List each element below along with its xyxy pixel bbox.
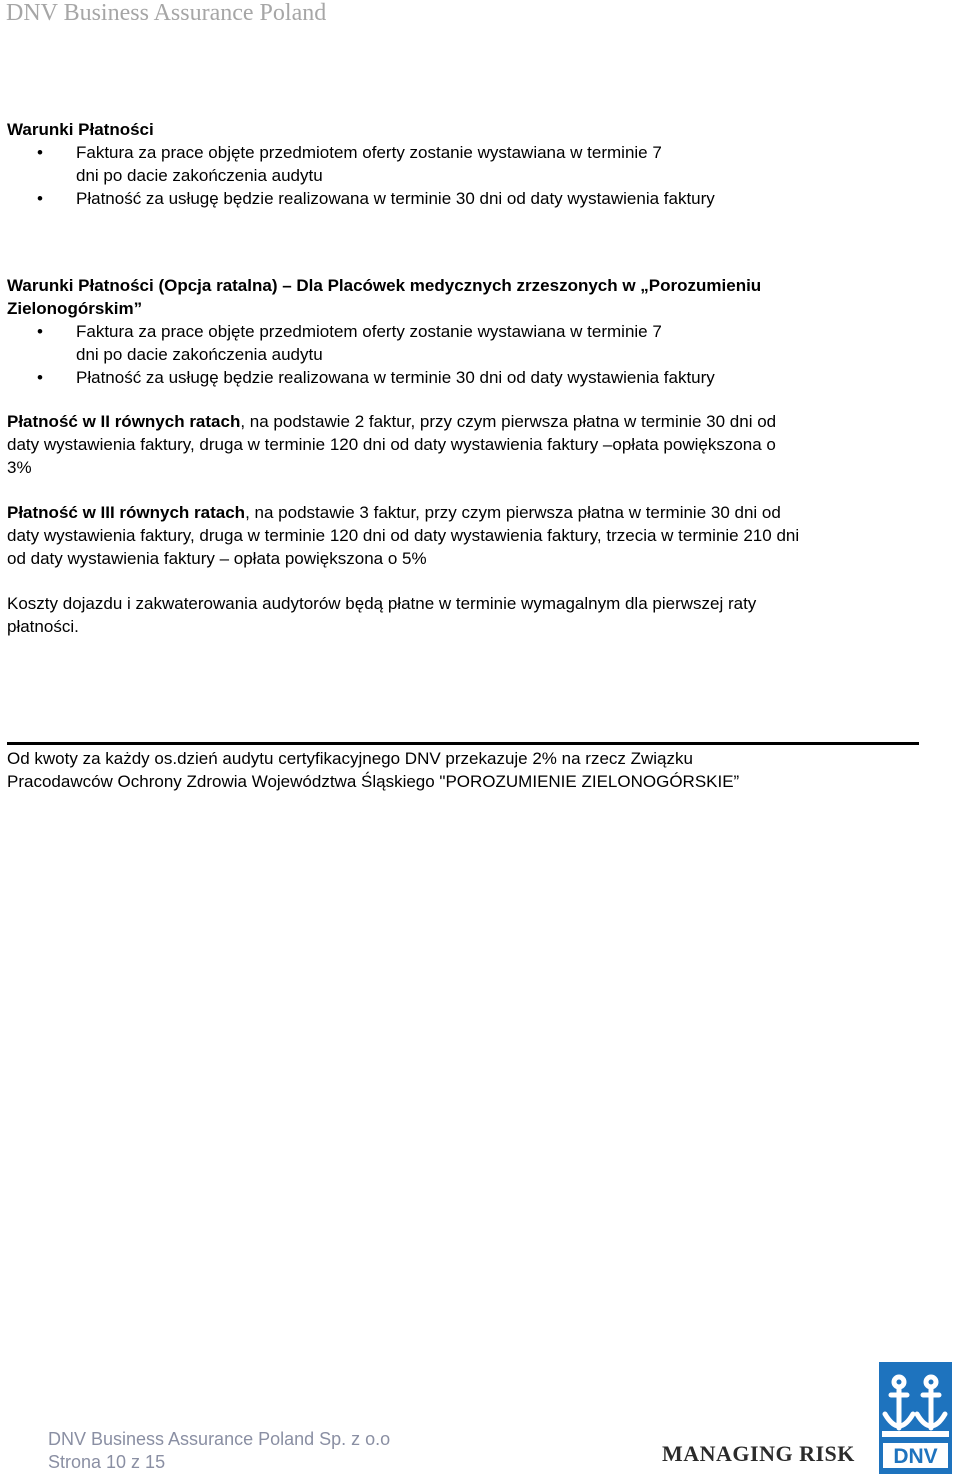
list-item xyxy=(7,187,922,210)
installment-option-list xyxy=(7,320,922,389)
footer-company-info xyxy=(48,1428,390,1474)
section-payment-terms-title: Warunki Płatności xyxy=(7,120,154,139)
list-item-line: • Płatność za usługę będzie realizowana w terminie 30 dni od daty wystawienia faktury xyxy=(76,368,715,387)
footer-slogan: MANAGING RISK xyxy=(662,1441,855,1466)
three-installments-lead: Płatność w III równych ratach xyxy=(7,503,246,522)
section-title-line: Zielonogórskim” xyxy=(7,299,143,318)
travel-costs-paragraph xyxy=(7,592,922,638)
list-item-line: dni po dacie zakończenia audytu xyxy=(76,166,323,185)
list-item-line: • Faktura za prace objęte przedmiotem oferty zostanie wystawiana w terminie 7 xyxy=(76,322,662,341)
footer-company-name: DNV Business Assurance Poland Sp. z o.o xyxy=(48,1429,391,1449)
paragraph-text: od daty wystawienia faktury – opłata powiększona o 5% xyxy=(7,549,427,568)
paragraph-text: daty wystawienia faktury, druga w terminie 120 dni od daty wystawienia faktury –opłata powiększona o xyxy=(7,435,776,454)
footer-page-number: Strona 10 z 15 xyxy=(48,1452,166,1472)
dnv-anchor-logo-icon xyxy=(879,1362,952,1474)
paragraph-text: Koszty dojazdu i zakwaterowania audytorów będą płatne w terminie wymagalnym dla pierwszej raty xyxy=(7,594,757,613)
two-installments-paragraph xyxy=(7,410,922,479)
paragraph-text: daty wystawienia faktury, druga w terminie 120 dni od daty wystawienia faktury, trzecia w terminie 210 dni xyxy=(7,526,800,545)
three-installments-paragraph xyxy=(7,501,922,570)
list-item-line: • Płatność za usługę będzie realizowana w terminie 30 dni od daty wystawienia faktury xyxy=(76,189,715,208)
list-item xyxy=(7,320,922,366)
two-installments-lead: Płatność w II równych ratach xyxy=(7,412,241,431)
section-title-line: Warunki Płatności (Opcja ratalna) – Dla Placówek medycznych zrzeszonych w „Porozumieniu xyxy=(7,276,762,295)
section-installment-option-title xyxy=(7,274,922,320)
logo-wordmark: DNV xyxy=(893,1445,938,1468)
page-header-title: DNV Business Assurance Poland xyxy=(6,0,327,26)
document-body xyxy=(7,118,922,638)
paragraph-text: , na podstawie 3 faktur, przy czym pierwsza płatna w terminie 30 dni od xyxy=(245,503,781,522)
payment-terms-list xyxy=(7,141,922,210)
paragraph-text: , na podstawie 2 faktur, przy czym pierwsza płatna w terminie 30 dni od xyxy=(240,412,777,431)
donation-note xyxy=(7,742,919,793)
note-text: Pracodawców Ochrony Zdrowia Województwa Śląskiego "POROZUMIENIE ZIELONOGÓRSKIE” xyxy=(7,772,740,791)
list-item xyxy=(7,366,922,389)
list-item-line: dni po dacie zakończenia audytu xyxy=(76,345,323,364)
note-text: Od kwoty za każdy os.dzień audytu certyfikacyjnego DNV przekazuje 2% na rzecz Związku xyxy=(7,749,693,768)
list-item-line: • Faktura za prace objęte przedmiotem oferty zostanie wystawiana w terminie 7 xyxy=(76,143,662,162)
paragraph-text: 3% xyxy=(7,458,32,477)
list-item xyxy=(7,141,922,187)
paragraph-text: płatności. xyxy=(7,617,79,636)
note-divider xyxy=(7,742,919,745)
